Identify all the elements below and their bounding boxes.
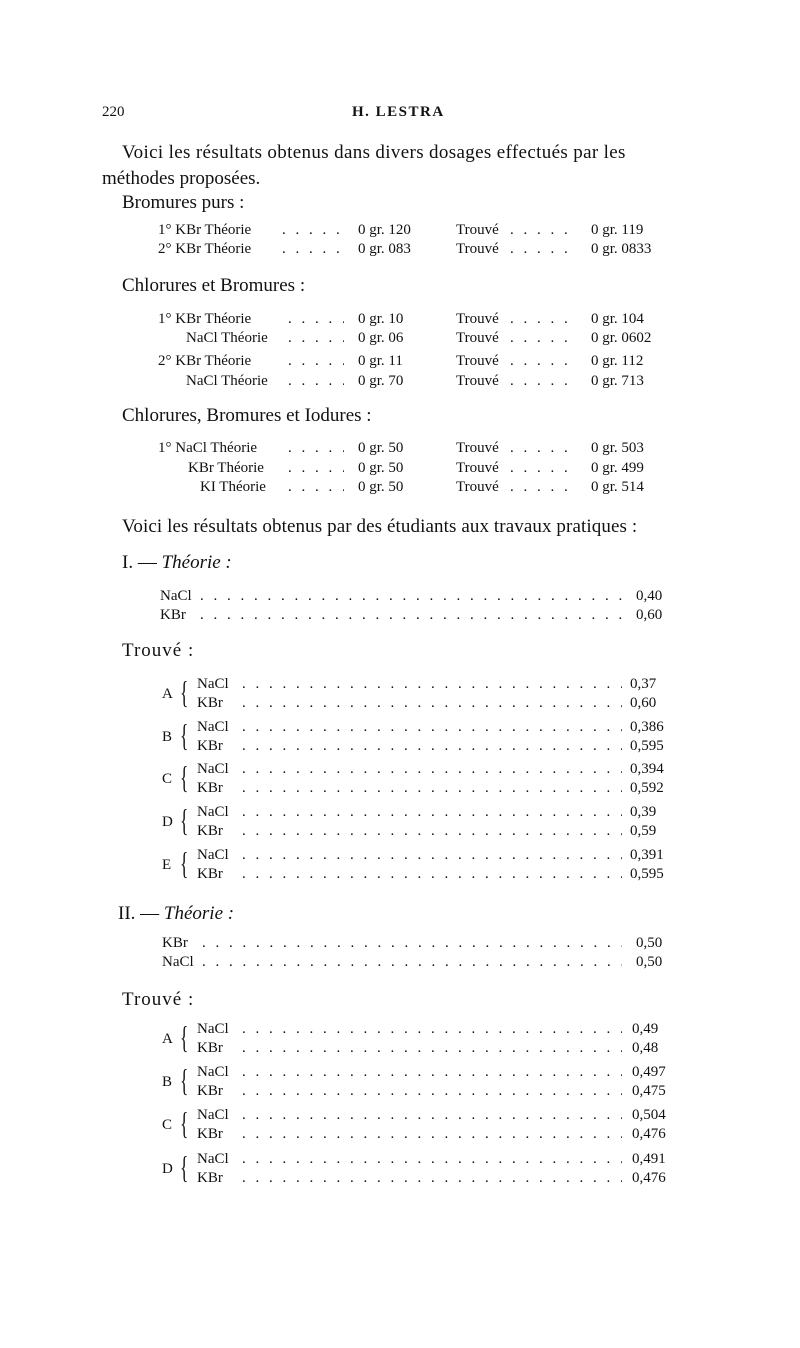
leader-dots	[288, 479, 344, 497]
list-item	[0, 804, 800, 822]
theorie-value: 0 gr. 50	[358, 479, 404, 495]
group-c	[0, 761, 800, 801]
row-label: NaCl	[197, 847, 229, 863]
row-label: 1° KBr Théorie	[158, 222, 252, 238]
row-label: NaCl	[160, 588, 192, 604]
theorie-value: 0 gr. 50	[358, 440, 404, 456]
brace-icon: {	[180, 1105, 189, 1141]
trouve-label: Trouvé	[456, 330, 499, 346]
list-item	[0, 1126, 800, 1144]
group-letter: C	[162, 1117, 173, 1133]
leader-dots	[282, 241, 344, 259]
group-letter: A	[162, 1031, 173, 1047]
leader-dots	[200, 588, 622, 606]
theorie-value: 0 gr. 120	[358, 222, 411, 238]
row-value: 0,59	[630, 823, 657, 839]
trouve-value: 0 gr. 0833	[591, 241, 652, 257]
trouve-value: 0 gr. 713	[591, 373, 644, 389]
part2-heading	[118, 903, 234, 925]
row-label: NaCl	[197, 719, 229, 735]
leader-dots	[510, 440, 576, 458]
leader-dots	[242, 719, 622, 737]
trouve-label: Trouvé	[456, 241, 499, 257]
trouve-value: 0 gr. 503	[591, 440, 644, 456]
leader-dots	[242, 866, 622, 884]
part1-heading-word: Théorie :	[161, 552, 232, 573]
part1-heading	[122, 552, 232, 574]
leader-dots	[288, 460, 344, 478]
row-value: 0,504	[632, 1107, 666, 1123]
trouve-label: Trouvé	[456, 311, 499, 327]
row-value: 0,595	[630, 738, 664, 754]
trouve-label: Trouvé	[456, 353, 499, 369]
leader-dots	[242, 1083, 622, 1101]
row-label: NaCl Théorie	[186, 373, 268, 389]
leader-dots	[202, 935, 622, 953]
row-label: KBr	[197, 738, 223, 754]
leader-dots	[288, 330, 344, 348]
brace-icon: {	[180, 759, 189, 795]
leader-dots	[242, 1064, 622, 1082]
leader-dots	[510, 222, 576, 240]
row-label: NaCl	[197, 761, 229, 777]
table-row	[0, 373, 800, 391]
table-row	[0, 460, 800, 478]
page-number: 220	[102, 104, 125, 120]
row-value: 0,37	[630, 676, 657, 692]
table-row	[0, 241, 800, 259]
leader-dots	[510, 311, 576, 329]
part1-heading-num: I. —	[122, 552, 157, 573]
leader-dots	[242, 1040, 622, 1058]
table-row	[0, 311, 800, 329]
leader-dots	[242, 1021, 622, 1039]
row-label: NaCl	[197, 1107, 229, 1123]
section-title-chlorures-bromures: Chlorures et Bromures :	[122, 275, 306, 296]
list-item	[0, 719, 800, 737]
section-title-bromures: Bromures purs :	[122, 192, 245, 213]
row-value: 0,39	[630, 804, 657, 820]
leader-dots	[202, 954, 622, 972]
list-item	[0, 1170, 800, 1188]
theorie-value: 0 gr. 10	[358, 311, 404, 327]
group-letter: A	[162, 686, 173, 702]
leader-dots	[282, 222, 344, 240]
theorie-value: 0 gr. 083	[358, 241, 411, 257]
row-label: KBr	[197, 780, 223, 796]
group-letter: E	[162, 857, 172, 873]
row-value: 0,60	[630, 695, 657, 711]
leader-dots	[242, 780, 622, 798]
leader-dots	[510, 353, 576, 371]
table-row	[0, 440, 800, 458]
row-value: 0,491	[632, 1151, 666, 1167]
brace-icon: {	[180, 674, 189, 710]
trouve-value: 0 gr. 112	[591, 353, 644, 369]
brace-icon: {	[180, 802, 189, 838]
list-item	[0, 1064, 800, 1082]
row-label: KBr	[160, 607, 186, 623]
leader-dots	[510, 460, 576, 478]
leader-dots	[242, 1170, 622, 1188]
row-value: 0,476	[632, 1126, 666, 1142]
row-label: KBr	[162, 935, 188, 951]
row-label: NaCl	[197, 1064, 229, 1080]
row-value: 0,475	[632, 1083, 666, 1099]
list-item	[0, 738, 800, 756]
row-value: 0,386	[630, 719, 664, 735]
row-label: 1° KBr Théorie	[158, 311, 252, 327]
leader-dots	[288, 353, 344, 371]
trouve-value: 0 gr. 119	[591, 222, 644, 238]
list-item	[0, 847, 800, 865]
running-title: H. LESTRA	[352, 104, 445, 120]
theorie-row	[0, 588, 800, 606]
row-value: 0,391	[630, 847, 664, 863]
group-d	[0, 804, 800, 844]
leader-dots	[288, 440, 344, 458]
row-label: KBr	[197, 823, 223, 839]
group-b	[0, 1064, 800, 1104]
row-label: KBr	[197, 1040, 223, 1056]
group-e	[0, 847, 800, 887]
row-value: 0,50	[636, 935, 663, 951]
list-item	[0, 1040, 800, 1058]
table-row	[0, 222, 800, 240]
row-label: KI Théorie	[200, 479, 266, 495]
row-label: KBr Théorie	[188, 460, 264, 476]
trouve-label: Trouvé	[456, 440, 499, 456]
row-label: NaCl Théorie	[186, 330, 268, 346]
theorie-value: 0 gr. 50	[358, 460, 404, 476]
row-value: 0,592	[630, 780, 664, 796]
row-value: 0,497	[632, 1064, 666, 1080]
intro-line-1: Voici les résultats obtenus dans divers dosages effectués par les	[122, 142, 626, 163]
row-value: 0,394	[630, 761, 664, 777]
leader-dots	[242, 1107, 622, 1125]
list-item	[0, 1021, 800, 1039]
row-value: 0,476	[632, 1170, 666, 1186]
leader-dots	[242, 676, 622, 694]
leader-dots	[288, 373, 344, 391]
theorie-value: 0 gr. 06	[358, 330, 404, 346]
trouve-value: 0 gr. 499	[591, 460, 644, 476]
group-letter: D	[162, 1161, 173, 1177]
trouve-value: 0 gr. 0602	[591, 330, 652, 346]
list-item	[0, 1151, 800, 1169]
leader-dots	[510, 330, 576, 348]
trouve-value: 0 gr. 104	[591, 311, 644, 327]
trouve-label: Trouvé	[456, 460, 499, 476]
list-item	[0, 1107, 800, 1125]
part2-trouve-title: Trouvé :	[122, 989, 195, 1010]
list-item	[0, 761, 800, 779]
row-label: NaCl	[197, 1151, 229, 1167]
row-label: 2° KBr Théorie	[158, 353, 252, 369]
leader-dots	[242, 823, 622, 841]
leader-dots	[242, 761, 622, 779]
row-label: KBr	[197, 866, 223, 882]
list-item	[0, 676, 800, 694]
trouve-label: Trouvé	[456, 373, 499, 389]
table-row	[0, 330, 800, 348]
list-item	[0, 1083, 800, 1101]
leader-dots	[200, 607, 622, 625]
group-letter: D	[162, 814, 173, 830]
theorie-row	[0, 954, 800, 972]
group-c	[0, 1107, 800, 1147]
leader-dots	[288, 311, 344, 329]
list-item	[0, 823, 800, 841]
section-title-cbi: Chlorures, Bromures et Iodures :	[122, 405, 372, 426]
trouve-value: 0 gr. 514	[591, 479, 644, 495]
brace-icon: {	[180, 717, 189, 753]
row-label: NaCl	[197, 676, 229, 692]
row-label: 1° NaCl Théorie	[158, 440, 258, 456]
row-label: 2° KBr Théorie	[158, 241, 252, 257]
leader-dots	[510, 479, 576, 497]
intro-line-2: méthodes proposées.	[102, 168, 261, 189]
trouve-label: Trouvé	[456, 222, 499, 238]
leader-dots	[242, 738, 622, 756]
group-a	[0, 1021, 800, 1061]
row-label: NaCl	[197, 1021, 229, 1037]
leader-dots	[510, 373, 576, 391]
row-label: KBr	[197, 1126, 223, 1142]
group-letter: C	[162, 771, 173, 787]
row-label: KBr	[197, 695, 223, 711]
list-item	[0, 780, 800, 798]
list-item	[0, 695, 800, 713]
brace-icon: {	[180, 1149, 189, 1185]
leader-dots	[242, 695, 622, 713]
list-item	[0, 866, 800, 884]
leader-dots	[242, 847, 622, 865]
leader-dots	[242, 1126, 622, 1144]
brace-icon: {	[180, 1062, 189, 1098]
brace-icon: {	[180, 1019, 189, 1055]
group-d	[0, 1151, 800, 1191]
leader-dots	[510, 241, 576, 259]
group-b	[0, 719, 800, 759]
part2-heading-word: Théorie :	[163, 903, 235, 924]
row-value: 0,60	[636, 607, 663, 623]
leader-dots	[242, 1151, 622, 1169]
theorie-row	[0, 935, 800, 953]
group-letter: B	[162, 729, 173, 745]
part1-trouve-title: Trouvé :	[122, 640, 195, 661]
group-letter: B	[162, 1074, 173, 1090]
theorie-row	[0, 607, 800, 625]
students-intro: Voici les résultats obtenus par des étudiants aux travaux pratiques :	[122, 516, 638, 537]
row-value: 0,49	[632, 1021, 659, 1037]
theorie-value: 0 gr. 70	[358, 373, 404, 389]
group-a	[0, 676, 800, 716]
row-label: NaCl	[162, 954, 194, 970]
row-value: 0,48	[632, 1040, 659, 1056]
row-label: KBr	[197, 1083, 223, 1099]
table-row	[0, 353, 800, 371]
trouve-label: Trouvé	[456, 479, 499, 495]
leader-dots	[242, 804, 622, 822]
row-value: 0,595	[630, 866, 664, 882]
brace-icon: {	[180, 845, 189, 881]
part2-heading-num: II. —	[118, 903, 160, 924]
row-value: 0,50	[636, 954, 663, 970]
row-label: KBr	[197, 1170, 223, 1186]
table-row	[0, 479, 800, 497]
row-label: NaCl	[197, 804, 229, 820]
row-value: 0,40	[636, 588, 663, 604]
theorie-value: 0 gr. 11	[358, 353, 403, 369]
